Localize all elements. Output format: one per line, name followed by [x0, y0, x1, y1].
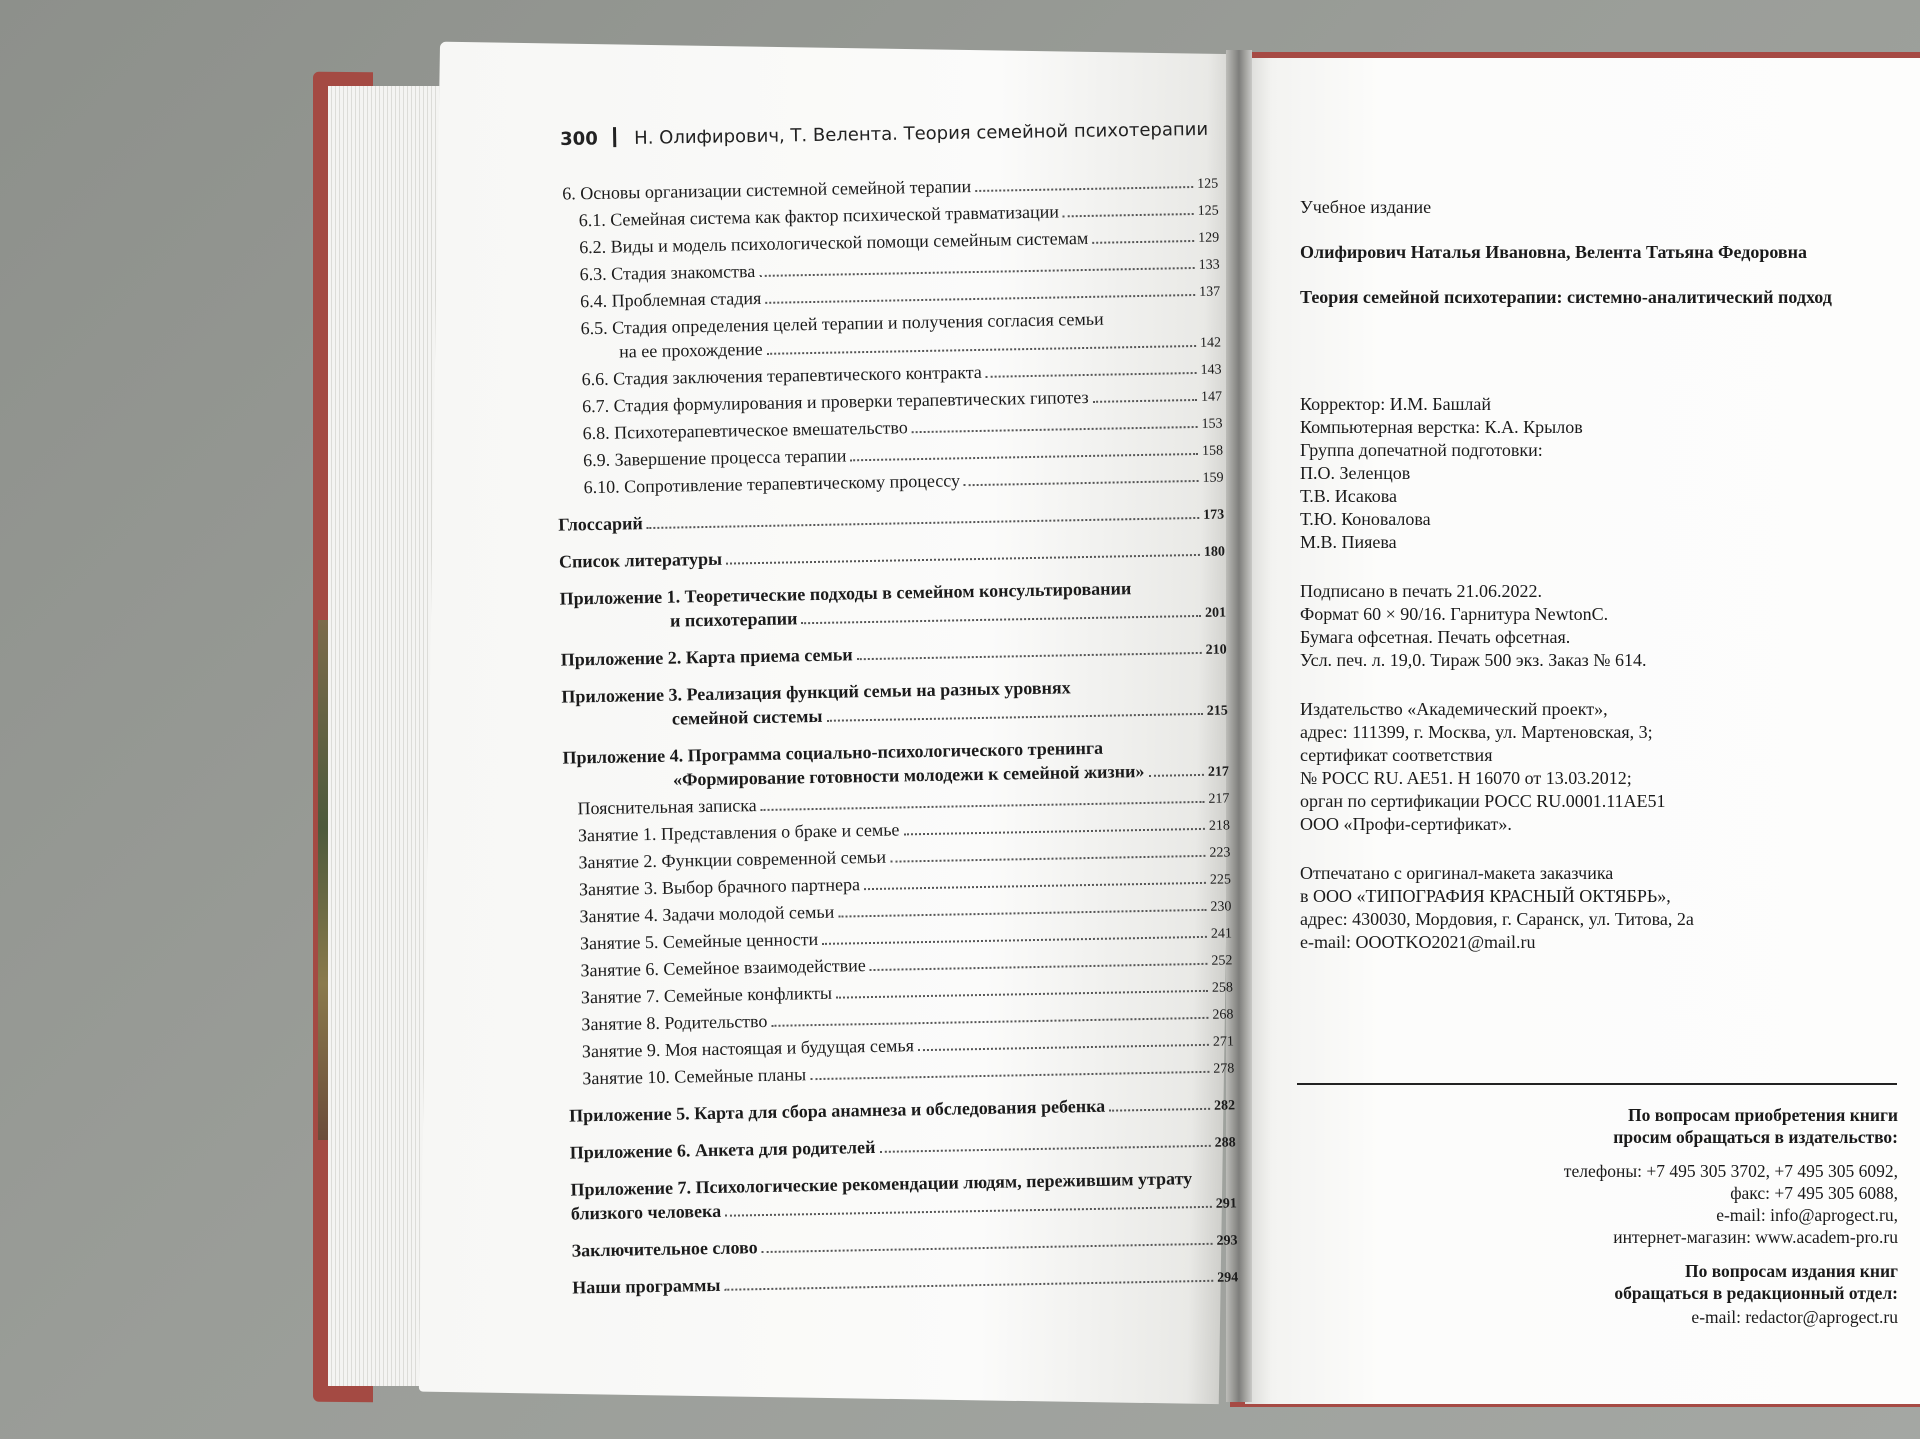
running-head-title: Н. Олифирович, Т. Велента. Теория семейной психотерапии	[634, 118, 1209, 149]
authors: Олифирович Наталья Ивановна, Велента Татьяна Федоровна	[1300, 242, 1807, 262]
toc-entry-page: 241	[1210, 926, 1233, 942]
editorial-heading	[1330, 1260, 1898, 1304]
toc-entry-title: Заключительное слово	[571, 1237, 758, 1261]
toc-leader-dots	[802, 615, 1202, 624]
purchase-contact-line: факс: +7 495 305 6088,	[1730, 1183, 1898, 1203]
staff-list	[1300, 393, 1920, 554]
toc-entry-title: 6.2. Виды и модель психологической помощи семейным системам	[579, 227, 1089, 258]
toc-leader-dots	[759, 267, 1194, 277]
toc-entry-page: 271	[1212, 1034, 1235, 1050]
toc-leader-dots	[975, 186, 1193, 192]
toc-entry-page: 252	[1211, 953, 1233, 969]
toc-entry-title: Приложение 7. Психологические рекомендации людям, пережившим утрату	[570, 1168, 1193, 1200]
publisher-info	[1300, 698, 1920, 836]
toc-entry-title: Занятие 9. Моя настоящая и будущая семья	[581, 1035, 915, 1062]
toc-entry-title: Глоссарий	[558, 513, 643, 535]
edition-type: Учебное издание	[1300, 197, 1432, 217]
toc-leader-dots	[964, 480, 1199, 486]
table-of-contents	[538, 170, 1238, 1303]
toc-entry-title: Приложение 1. Теоретические подходы в семейном консультировании	[559, 578, 1132, 609]
toc-entry-title: Приложение 4. Программа социально-психологического тренинга	[562, 737, 1104, 768]
publisher-line: Издательство «Академический проект»,	[1300, 699, 1608, 719]
toc-leader-dots	[762, 1243, 1213, 1253]
toc-leader-dots	[1092, 240, 1194, 244]
toc-entry-page: 180	[1203, 544, 1226, 560]
print-info-line: Усл. печ. л. 19,0. Тираж 500 экз. Заказ № 614.	[1300, 650, 1647, 670]
toc-leader-dots	[826, 713, 1202, 722]
editorial-contacts	[1330, 1306, 1898, 1328]
toc-entry-title: Занятие 7. Семейные конфликты	[580, 982, 833, 1008]
print-info-line: Подписано в печать 21.06.2022.	[1300, 581, 1543, 601]
toc-entry-page: 291	[1215, 1196, 1237, 1212]
publisher-line: сертификат соответствия	[1300, 745, 1493, 765]
purchase-heading-line: просим обращаться в издательство:	[1613, 1127, 1898, 1147]
toc-entry-title: 6.3. Стадия знакомства	[579, 261, 756, 285]
toc-entry-title: Список литературы	[558, 548, 723, 572]
imprint	[1300, 196, 1920, 980]
purchase-contact-line: интернет-магазин: www.academ-pro.ru	[1613, 1227, 1898, 1247]
purchase-heading	[1330, 1104, 1898, 1148]
toc-entry-page: 125	[1197, 176, 1219, 192]
toc-entry-page: 217	[1208, 791, 1230, 807]
toc-leader-dots	[857, 652, 1202, 660]
publisher-line: орган по сертификации РОСС RU.0001.11AE51	[1300, 791, 1666, 811]
editorial-heading-line: По вопросам издания книг	[1684, 1261, 1898, 1281]
toc-entry-title: Занятие 10. Семейные планы	[582, 1064, 807, 1089]
toc-entry-page: 215	[1206, 703, 1228, 719]
print-info	[1300, 580, 1920, 672]
toc-entry-title: Занятие 6. Семейное взаимодействие	[580, 955, 866, 981]
toc-leader-dots	[647, 517, 1199, 529]
running-head-separator	[613, 127, 616, 147]
publisher-line: ООО «Профи-сертификат».	[1300, 814, 1512, 834]
toc-leader-dots	[1063, 213, 1194, 217]
toc-entry-title: семейной системы	[671, 705, 823, 729]
toc-entry-page: 129	[1198, 230, 1220, 246]
toc-entry-page: 230	[1210, 899, 1232, 915]
purchase-heading-line: По вопросам приобретения книги	[1628, 1105, 1898, 1125]
toc-entry-title: Занятие 5. Семейные ценности	[579, 928, 819, 954]
toc-entry-title: Приложение 5. Карта для сбора анамнеза и обследования ребенка	[568, 1095, 1106, 1126]
toc-leader-dots	[918, 1044, 1209, 1051]
toc-entry-title: и психотерапии	[669, 608, 798, 631]
contacts	[1330, 1104, 1898, 1340]
toc-entry-title: 6.1. Семейная система как фактор психической травматизации	[578, 201, 1060, 231]
toc-entry-page: 225	[1209, 872, 1232, 888]
print-info-line: Бумага офсетная. Печать офсетная.	[1300, 627, 1571, 647]
toc-leader-dots	[822, 936, 1207, 945]
toc-entry-title: Занятие 3. Выбор брачного партнера	[578, 874, 861, 900]
toc-entry-title: Пояснительная записка	[577, 795, 757, 819]
toc-leader-dots	[851, 453, 1199, 461]
toc-entry-title: 6.5. Стадия определения целей терапии и получения согласия семьи	[580, 308, 1104, 339]
toc-entry-page: 218	[1208, 818, 1231, 834]
staff-line: М.В. Пияева	[1300, 532, 1397, 552]
divider-rule	[1297, 1083, 1897, 1085]
toc-entry-title: 6.6. Стадия заключения терапевтического контракта	[581, 361, 982, 390]
toc-leader-dots	[986, 372, 1197, 378]
publisher-line: адрес: 111399, г. Москва, ул. Мартеновская, 3;	[1300, 722, 1653, 742]
toc-leader-dots	[890, 855, 1205, 863]
purchase-contact-line: e-mail: info@aprogect.ru,	[1716, 1205, 1898, 1225]
toc-entry-page: 288	[1214, 1135, 1236, 1151]
toc-entry-page: 258	[1211, 980, 1234, 996]
toc-leader-dots	[836, 990, 1208, 999]
toc-leader-dots	[1093, 399, 1197, 403]
publisher-line: № РОСС RU. AE51. H 16070 от 13.03.2012;	[1300, 768, 1632, 788]
staff-line: Т.В. Исакова	[1300, 486, 1397, 506]
toc-leader-dots	[870, 963, 1208, 971]
toc-entry-page: 223	[1209, 845, 1231, 861]
printer-line: e-mail: OOOTKO2021@mail.ru	[1300, 932, 1536, 952]
toc-entry-title: на ее прохождение	[618, 338, 763, 362]
toc-entry-page: 278	[1213, 1061, 1235, 1077]
toc-entry-page: 210	[1205, 642, 1227, 658]
staff-line: Т.Ю. Коновалова	[1300, 509, 1431, 529]
toc-leader-dots	[765, 294, 1195, 304]
toc-entry-page: 158	[1201, 443, 1224, 459]
toc-entry-title: 6.8. Психотерапевтическое вмешательство	[582, 417, 908, 444]
toc-leader-dots	[912, 426, 1198, 433]
toc-leader-dots	[725, 1280, 1214, 1291]
toc-entry-page: 143	[1200, 362, 1222, 378]
staff-line: Корректор: И.М. Башлай	[1300, 394, 1492, 414]
staff-line: Компьютерная верстка: К.А. Крылов	[1300, 417, 1583, 437]
toc-leader-dots	[726, 554, 1200, 565]
toc-entry-page: 159	[1202, 470, 1224, 486]
toc-leader-dots	[1148, 774, 1204, 777]
toc-leader-dots	[767, 345, 1196, 355]
editorial-contact-line: e-mail: redactor@aprogect.ru	[1691, 1307, 1898, 1327]
staff-line: Группа допечатной подготовки:	[1300, 440, 1543, 460]
toc-entry-page: 294	[1217, 1270, 1239, 1286]
toc-entry-title: 6.10. Сопротивление терапевтическому процессу	[583, 470, 961, 498]
purchase-contact-line: телефоны: +7 495 305 3702, +7 495 305 6092,	[1563, 1161, 1898, 1181]
toc-entry-title: «Формирование готовности молодежи к семейной жизни»	[672, 760, 1145, 790]
toc-entry-page: 125	[1197, 203, 1219, 219]
printer-line: адрес: 430030, Мордовия, г. Саранск, ул. Титова, 2а	[1300, 909, 1694, 929]
toc-leader-dots	[810, 1071, 1209, 1080]
toc-entry-page: 137	[1198, 284, 1221, 300]
toc-entry-page: 153	[1201, 416, 1223, 432]
toc-entry-page: 142	[1199, 335, 1222, 351]
toc-leader-dots	[772, 1017, 1209, 1027]
toc-leader-dots	[864, 882, 1206, 890]
toc-entry-page: 282	[1213, 1098, 1236, 1114]
toc-entry-title: близкого человека	[570, 1200, 722, 1224]
toc-entry-title: Наши программы	[572, 1274, 721, 1298]
toc-entry-title: 6.7. Стадия формулирования и проверки терапевтических гипотез	[581, 386, 1089, 417]
toc-entry-page: 293	[1216, 1233, 1238, 1249]
book-title: Теория семейной психотерапии: системно-аналитический подход	[1300, 287, 1832, 307]
editorial-heading-line: обращаться в редакционный отдел:	[1614, 1283, 1898, 1303]
toc-entry-title: Приложение 2. Карта приема семьи	[560, 644, 853, 670]
toc-entry-page: 217	[1207, 764, 1230, 780]
toc-entry-page: 133	[1198, 257, 1220, 273]
toc-entry-page: 268	[1212, 1007, 1234, 1023]
toc-leader-dots	[838, 909, 1206, 918]
toc-leader-dots	[1109, 1108, 1210, 1112]
toc-entry-title: Занятие 1. Представления о браке и семье	[577, 819, 900, 846]
toc-entry-title: Приложение 6. Анкета для родителей	[569, 1136, 876, 1163]
printer-info	[1300, 862, 1920, 954]
toc-entry-title: Занятие 8. Родительство	[581, 1010, 768, 1035]
page-number: 300	[560, 128, 598, 150]
purchase-contacts	[1330, 1160, 1898, 1248]
toc-leader-dots	[761, 801, 1205, 811]
toc-entry-title: Занятие 4. Задачи молодой семьи	[579, 901, 835, 927]
toc-leader-dots	[904, 828, 1205, 836]
toc-entry-title: 6.9. Завершение процесса терапии	[582, 445, 847, 471]
toc-entry-title: Приложение 3. Реализация функций семьи на разных уровнях	[561, 677, 1071, 707]
printer-line: в ООО «ТИПОГРАФИЯ КРАСНЫЙ ОКТЯБРЬ»,	[1300, 886, 1671, 906]
toc-entry-page: 147	[1200, 389, 1223, 405]
toc-entry-title: Занятие 2. Функции современной семьи	[578, 846, 887, 873]
toc-entry-page: 173	[1203, 507, 1225, 523]
toc-leader-dots	[879, 1145, 1210, 1153]
print-info-line: Формат 60 × 90/16. Гарнитура NewtonC.	[1300, 604, 1609, 624]
staff-line: П.О. Зеленцов	[1300, 463, 1411, 483]
toc-entry-title: 6. Основы организации системной семейной терапии	[562, 176, 972, 204]
printer-line: Отпечатано с оригинал-макета заказчика	[1300, 863, 1614, 883]
toc-leader-dots	[725, 1206, 1212, 1217]
toc-entry-title: 6.4. Проблемная стадия	[580, 287, 762, 312]
toc-entry-page: 201	[1204, 605, 1227, 621]
